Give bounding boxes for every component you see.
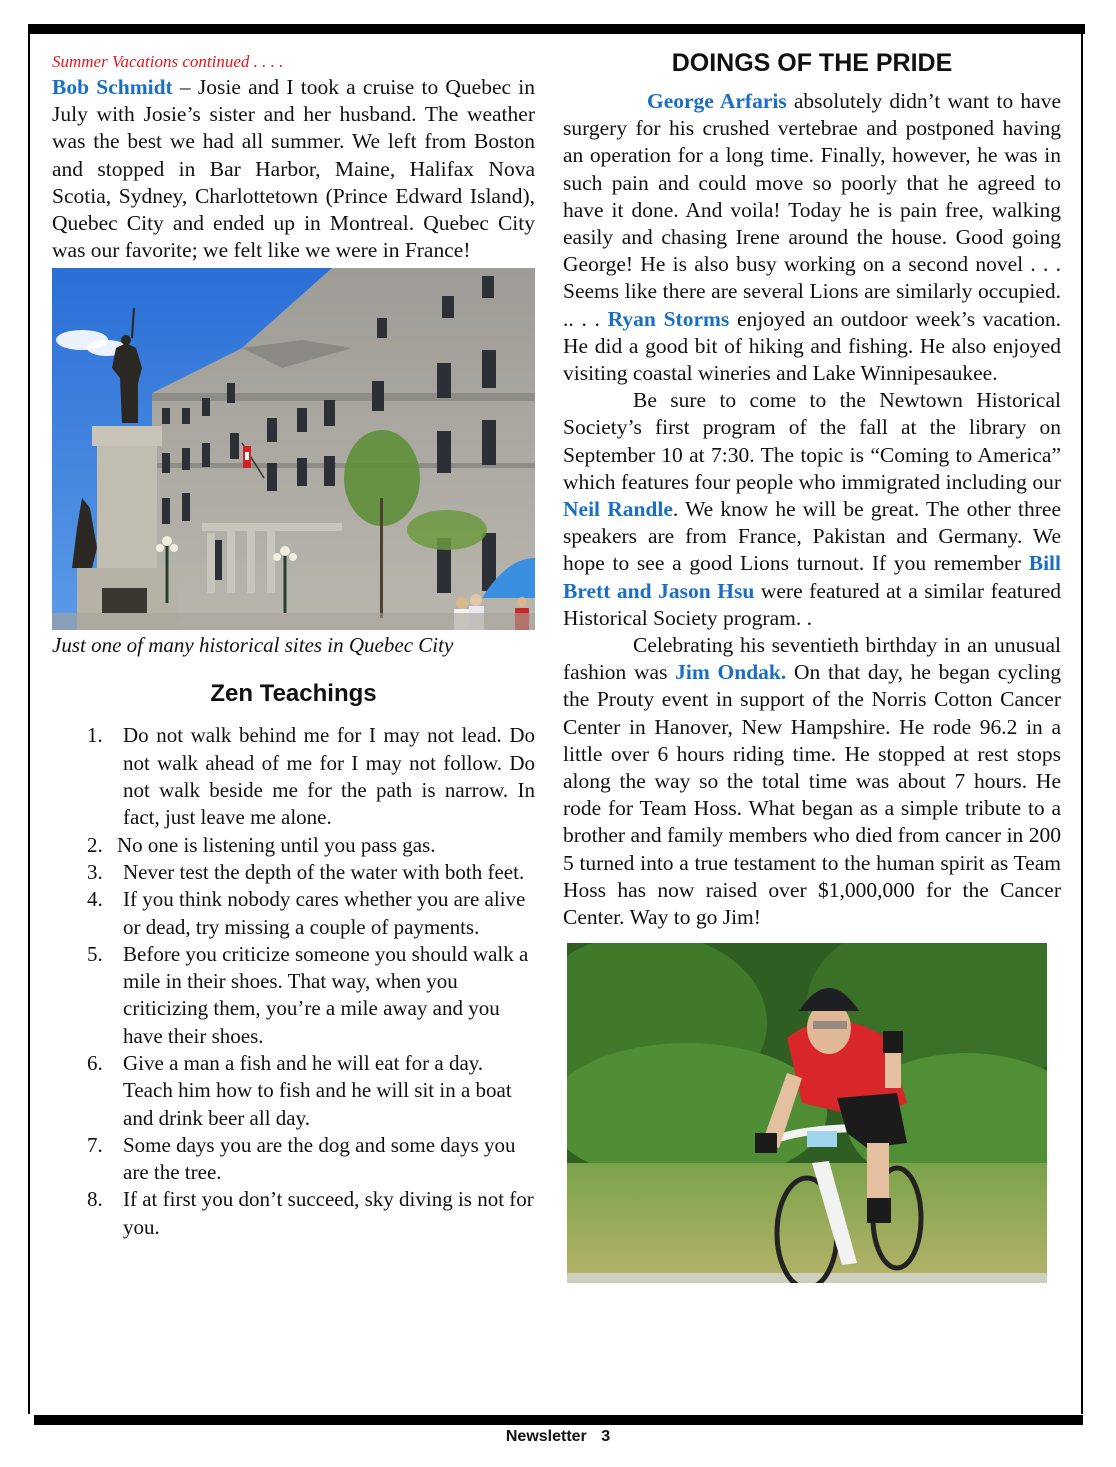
page-number: 3 bbox=[601, 1428, 611, 1445]
member-name: Neil Randle bbox=[563, 497, 673, 522]
paragraph-text: On that day, he began cycling the Prouty event in support of the Norris Cotton Cancer Center in Hanover, New Hampshire. He rode 96.2 in a little over 6 hours riding time. He stopped at rest stops along the way so the total time was about 7 hours. He rode for Team Hoss. What began as a simple tribute to a brother and family members who died from cancer in 200 5 turned into a true testament to the human spirit as Team Hoss has now raised over $1,000,000 for the Cancer Center. Way to go Jim! bbox=[563, 660, 1062, 930]
page-footer bbox=[0, 1428, 1116, 1446]
list-item bbox=[52, 886, 535, 941]
paragraph-text: were featured at a similar featured Historical Society program. . bbox=[563, 578, 1061, 630]
list-number: 1. bbox=[87, 723, 103, 748]
list-number: 4. bbox=[87, 887, 103, 912]
paragraph-text: – Josie and I took a cruise to Quebec in July with Josie’s sister and her husband. The weather was the best we had all summer. We left from Boston and stopped in Bar Harbor, Maine, Halifax Nova Scotia, Sydney, Charlottetown (Prince Edward Island), Quebec City and ended up in Montreal. Quebec City was our favorite; we felt like we were in France! bbox=[52, 75, 535, 263]
list-text: Some days you are the dog and some days you are the tree. bbox=[123, 1132, 516, 1185]
list-text: If at first you don’t succeed, sky diving is not for you. bbox=[123, 1187, 534, 1239]
list-text: No one is listening until you pass gas. bbox=[117, 832, 436, 857]
ondak-paragraph bbox=[563, 632, 1061, 931]
paragraph-text: . We know he will be great. The other three speakers are from France, Pakistan and Germany. We hope to see a good Lions turnout. If you remember bbox=[563, 497, 1061, 576]
list-text: Do not walk behind me for I may not lead. Do not walk ahead of me for I may not follow. Do not walk beside me for the path is narrow. In fact, just leave me alone. bbox=[123, 723, 535, 830]
list-item bbox=[52, 1050, 535, 1132]
list-text: Give a man a fish and he will eat for a day. Teach him how to fish and he will sit in a boat and drink beer all day. bbox=[123, 1050, 512, 1130]
member-name: Jim Ondak. bbox=[675, 660, 787, 685]
list-item bbox=[52, 832, 535, 859]
list-item bbox=[52, 1132, 535, 1187]
list-item bbox=[52, 859, 535, 886]
list-item bbox=[52, 941, 535, 1050]
paragraph-text: absolutely didn’t want to have surgery for his crushed vertebrae and postponed having an operation for a long time. Finally, however, he was in such pain and could move so poorly that he agreed to have it done. And voila! Today he is pain free, walking easily and chasing Irene around the house. Good going George! He is also busy working on a second novel . . . Seems like there are several Lions are similarly occupied. .. . . bbox=[563, 89, 1061, 331]
list-text: Never test the depth of the water with both feet. bbox=[123, 859, 525, 884]
bottom-border-bar bbox=[34, 1415, 1083, 1425]
list-number: 5. bbox=[87, 941, 103, 966]
left-column bbox=[52, 50, 535, 1241]
list-number: 2. bbox=[87, 832, 103, 857]
list-text: Before you criticize someone you should walk a mile in their shoes. That way, when you criticizing them, you’re a mile away and you have their shoes. bbox=[123, 941, 529, 1048]
zen-teachings-heading: Zen Teachings bbox=[210, 680, 377, 708]
quebec-city-photo bbox=[52, 268, 535, 630]
photo-caption: Just one of many historical sites in Quebec City bbox=[52, 633, 454, 658]
paragraph-text: enjoyed an outdoor week’s vacation. He did a good bit of hiking and fishing. He also enjoyed visiting coastal wineries and Lake Winnipesaukee. bbox=[563, 306, 1062, 386]
bob-schmidt-paragraph bbox=[52, 74, 535, 264]
continued-label: Summer Vacations continued . . . . bbox=[52, 52, 284, 71]
list-item bbox=[52, 722, 535, 831]
member-name: Ryan Storms bbox=[607, 306, 730, 331]
list-item bbox=[52, 1186, 535, 1241]
footer-label: Newsletter bbox=[505, 1428, 587, 1445]
list-text: If you think nobody cares whether you are alive or dead, try missing a couple of payments. bbox=[123, 887, 526, 939]
member-name: Bob Schmidt bbox=[52, 75, 173, 99]
paragraph-text: Celebrating his seventieth birthday in an unusual fashion was bbox=[563, 633, 1061, 685]
list-number: 8. bbox=[87, 1187, 103, 1212]
zen-teachings-list bbox=[52, 722, 535, 1241]
list-number: 3. bbox=[87, 859, 103, 884]
list-number: 6. bbox=[87, 1050, 103, 1075]
doings-of-the-pride-heading: DOINGS OF THE PRIDE bbox=[671, 49, 953, 77]
paragraph-text: Be sure to come to the Newtown Historical Society’s first program of the fall at the library on September 10 at 7:30. The topic is “Coming to America” which features four people who immigrated including our bbox=[563, 388, 1061, 494]
cyclist-photo bbox=[567, 943, 1061, 1283]
list-number: 7. bbox=[87, 1132, 103, 1157]
historical-society-paragraph bbox=[563, 387, 1061, 632]
member-name: George Arfaris bbox=[647, 89, 787, 113]
right-column bbox=[563, 44, 1061, 1283]
member-name: Bill Brett and Jason Hsu bbox=[563, 551, 1061, 603]
arfaris-storms-paragraph bbox=[563, 88, 1061, 387]
